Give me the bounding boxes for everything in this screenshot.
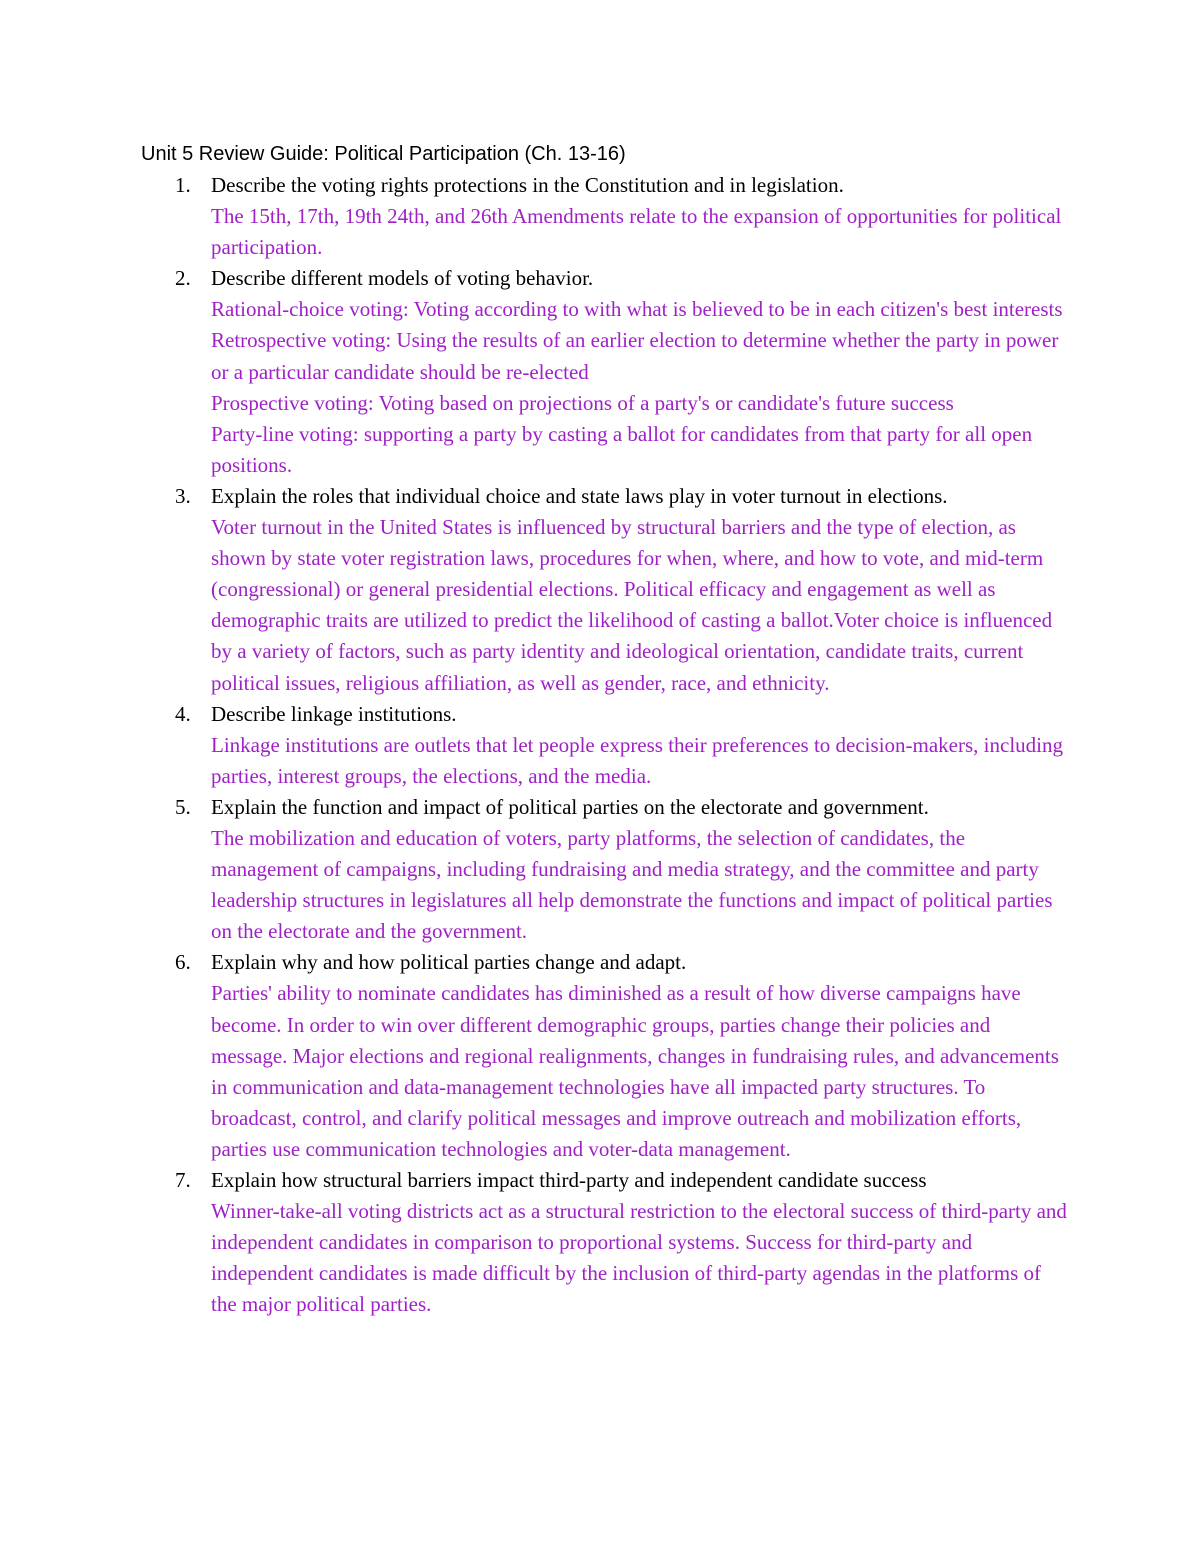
question-text: Explain the roles that individual choice and state laws play in voter turnout in elections. — [211, 483, 948, 508]
question-number: 2. — [175, 266, 191, 291]
answer-text: Winner-take-all voting districts act as a structural restriction to the electoral success of third-party and independent candidates in comparison to proportional systems. Success for third-party and independent candidates is made difficult by the inclusion of third-party agendas in the platforms of the major political parties. — [211, 1199, 1067, 1317]
question-list — [175, 170, 1071, 1320]
question-item-5 — [175, 792, 1071, 947]
question-number: 3. — [175, 483, 191, 508]
question-item-3 — [175, 481, 1071, 699]
question-text: Describe linkage institutions. — [211, 701, 457, 726]
answer-text: Prospective voting: Voting based on projections of a party's or candidate's future success — [211, 390, 954, 415]
question-text: Explain how structural barriers impact third-party and independent candidate success — [211, 1168, 927, 1192]
question-item-4 — [175, 699, 1071, 792]
answer-text: Linkage institutions are outlets that let people express their preferences to decision-makers, including parties, interest groups, the elections, and the media. — [211, 732, 1063, 788]
question-number: 6. — [175, 950, 191, 975]
answer-text: Rational-choice voting: Voting according to with what is believed to be in each citizen's best interests — [211, 297, 1063, 322]
answer-text: Parties' ability to nominate candidates has diminished as a result of how diverse campaigns have become. In order to win over different demographic groups, parties change their policies and message. Major elections and regional realignments, changes in fundraising rules, and advancements in communication and data-management technologies have all impacted party structures. To broadcast, control, and clarify political messages and improve outreach and mobilization efforts, parties use communication technologies and voter-data management. — [211, 981, 1059, 1161]
question-text: Explain the function and impact of political parties on the electorate and government. — [211, 794, 929, 819]
answer-text: Voter turnout in the United States is influenced by structural barriers and the type of election, as shown by state voter registration laws, procedures for when, where, and how to vote, and mid-term (congressional) or general presidential elections. Political efficacy and engagement as well as demographic traits are utilized to predict the likelihood of casting a ballot.Voter choice is influenced by a variety of factors, such as party identity and ideological orientation, candidate traits, current political issues, religious affiliation, as well as gender, race, and ethnicity. — [211, 515, 1053, 695]
question-text: Describe different models of voting behavior. — [211, 266, 594, 291]
question-item-6 — [175, 947, 1071, 1165]
question-text: Explain why and how political parties change and adapt. — [211, 950, 687, 975]
question-text: Describe the voting rights protections in the Constitution and in legislation. — [211, 173, 844, 197]
answer-text: The mobilization and education of voters, party platforms, the selection of candidates, the management of campaigns, including fundraising and media strategy, and the committee and party leadership structures in legislatures all help demonstrate the functions and impact of political parties on the electorate and the government. — [211, 825, 1053, 944]
question-number: 4. — [175, 701, 191, 726]
question-item-2 — [175, 263, 1071, 481]
question-number: 5. — [175, 794, 191, 819]
question-number: 7. — [175, 1168, 191, 1192]
answer-text: Party-line voting: supporting a party by casting a ballot for candidates from that party for all open positions. — [211, 421, 1033, 477]
answer-text: Retrospective voting: Using the results of an earlier election to determine whether the party in power or a particular candidate should be re-elected — [211, 328, 1059, 384]
question-item-7 — [175, 1165, 1071, 1320]
question-number: 1. — [175, 173, 191, 197]
question-item-1 — [175, 170, 1071, 263]
answer-text: The 15th, 17th, 19th 24th, and 26th Amendments relate to the expansion of opportunities for political participation. — [211, 204, 1062, 260]
document-title: Unit 5 Review Guide: Political Participation (Ch. 13-16) — [141, 143, 626, 165]
